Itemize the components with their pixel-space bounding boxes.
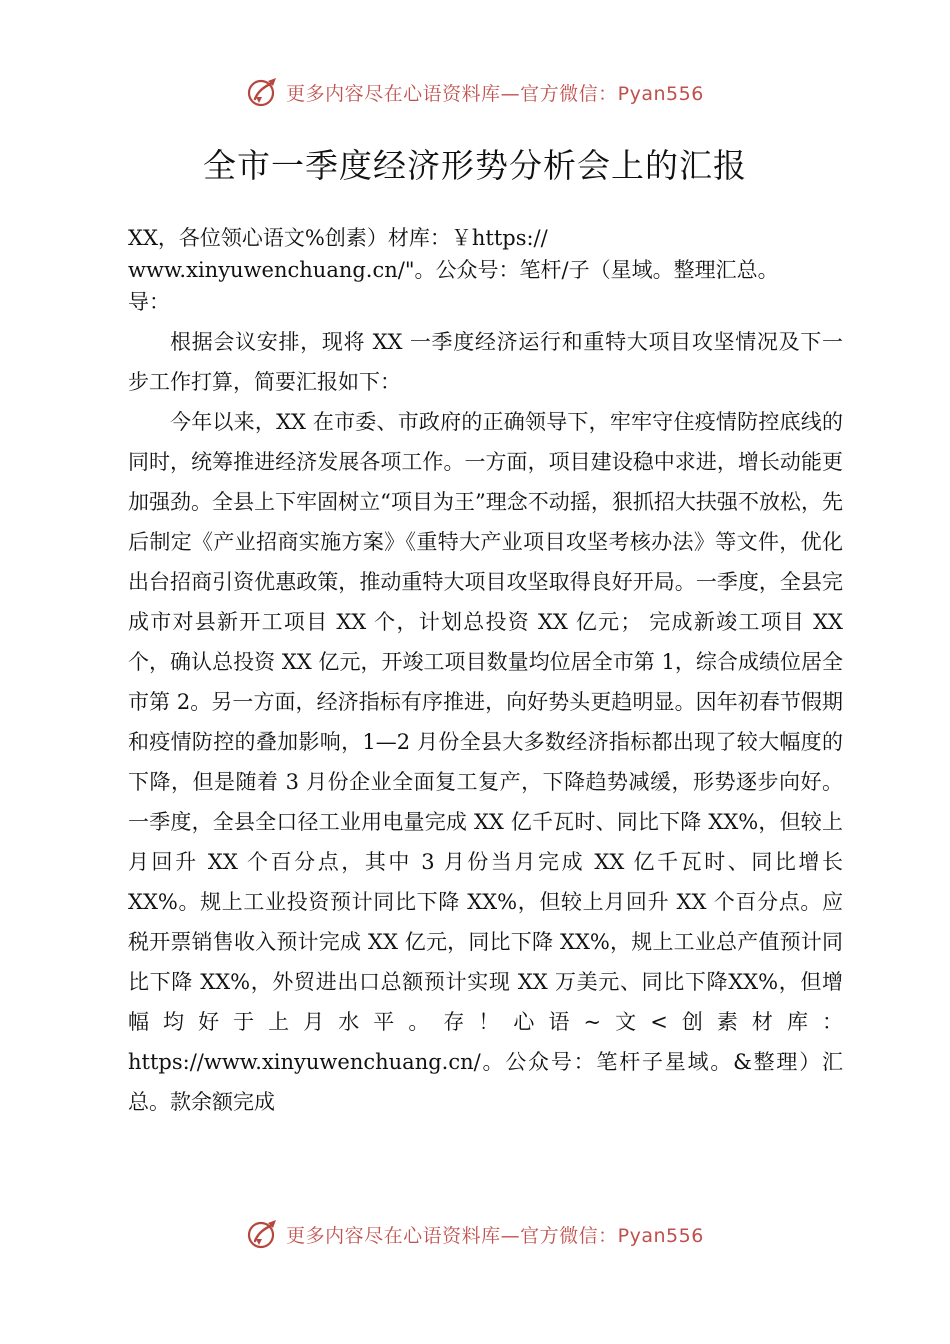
intro-line: 导： xyxy=(128,290,170,314)
body-paragraph: 根据会议安排，现将 XX 一季度经济运行和重特大项目攻坚情况及下一步工作打算，简要汇报如下： xyxy=(128,330,843,394)
brush-logo-icon xyxy=(246,75,280,109)
footer-banner xyxy=(0,1214,950,1254)
intro-line: XX，各位领心语文%创素）材库：￥https:// xyxy=(128,226,548,250)
document-body xyxy=(128,322,843,1122)
intro-line: www.xinyuwenchuang.cn/"。公众号：笔杆/子（星域。整理汇总。 xyxy=(128,258,779,282)
document-title: 全市一季度经济形势分析会上的汇报 xyxy=(203,146,747,185)
body-paragraph: 今年以来，XX 在市委、市政府的正确领导下，牢牢守住疫情防控底线的同时，统筹推进经济发展各项工作。一方面，项目建设稳中求进，增长动能更加强劲。全县上下牢固树立“项目为王”理念不动摇，狠抓招大扶强不放松，先后制定《产业招商实施方案》《重特大产业项目攻坚考核办法》等文件，优化出台招商引资优惠政策，推动重特大项目攻坚取得良好开局。一季度，全县完成市对县新开工项目 XX 个，计划总投资 XX 亿元； 完成新竣工项目 XX 个，确认总投资 XX 亿元，开竣工项目数量均位居全市第 1，综合成绩位居全市第 2。另一方面，经济指标有序推进，向好势头更趋明显。因年初春节假期和疫情防控的叠加影响，1—2 月份全县大多数经济指标都出现了较大幅度的下降，但是随着 3 月份企业全面复工复产，下降趋势减缓，形势逐步向好。一季度，全县全口径工业用电量完成 XX 亿千瓦时、同比下降 XX%，但较上月回升 XX 个百分点，其中 3 月份当月完成 XX 亿千瓦时、同比增长 XX%。规上工业投资预计同比下降 XX%，但较上月回升 XX 个百分点。应税开票销售收入预计完成 XX 亿元，同比下降 XX%，规上工业总产值预计同比下降 XX%，外贸进出口总额预计实现 XX 万美元、同比下降XX%，但增幅均好于上月水平。存！心语~文<创素材库：https://www.xinyuwenchuang.cn/。公众号：笔杆子星域。&整理）汇总。款余额完成 xyxy=(128,410,843,1114)
header-banner-text: 更多内容尽在心语资料库—官方微信：Pyan556 xyxy=(286,82,704,105)
intro-block xyxy=(128,222,868,318)
header-banner xyxy=(0,72,950,112)
brush-logo-icon xyxy=(246,1217,280,1251)
footer-banner-text: 更多内容尽在心语资料库—官方微信：Pyan556 xyxy=(286,1224,704,1247)
